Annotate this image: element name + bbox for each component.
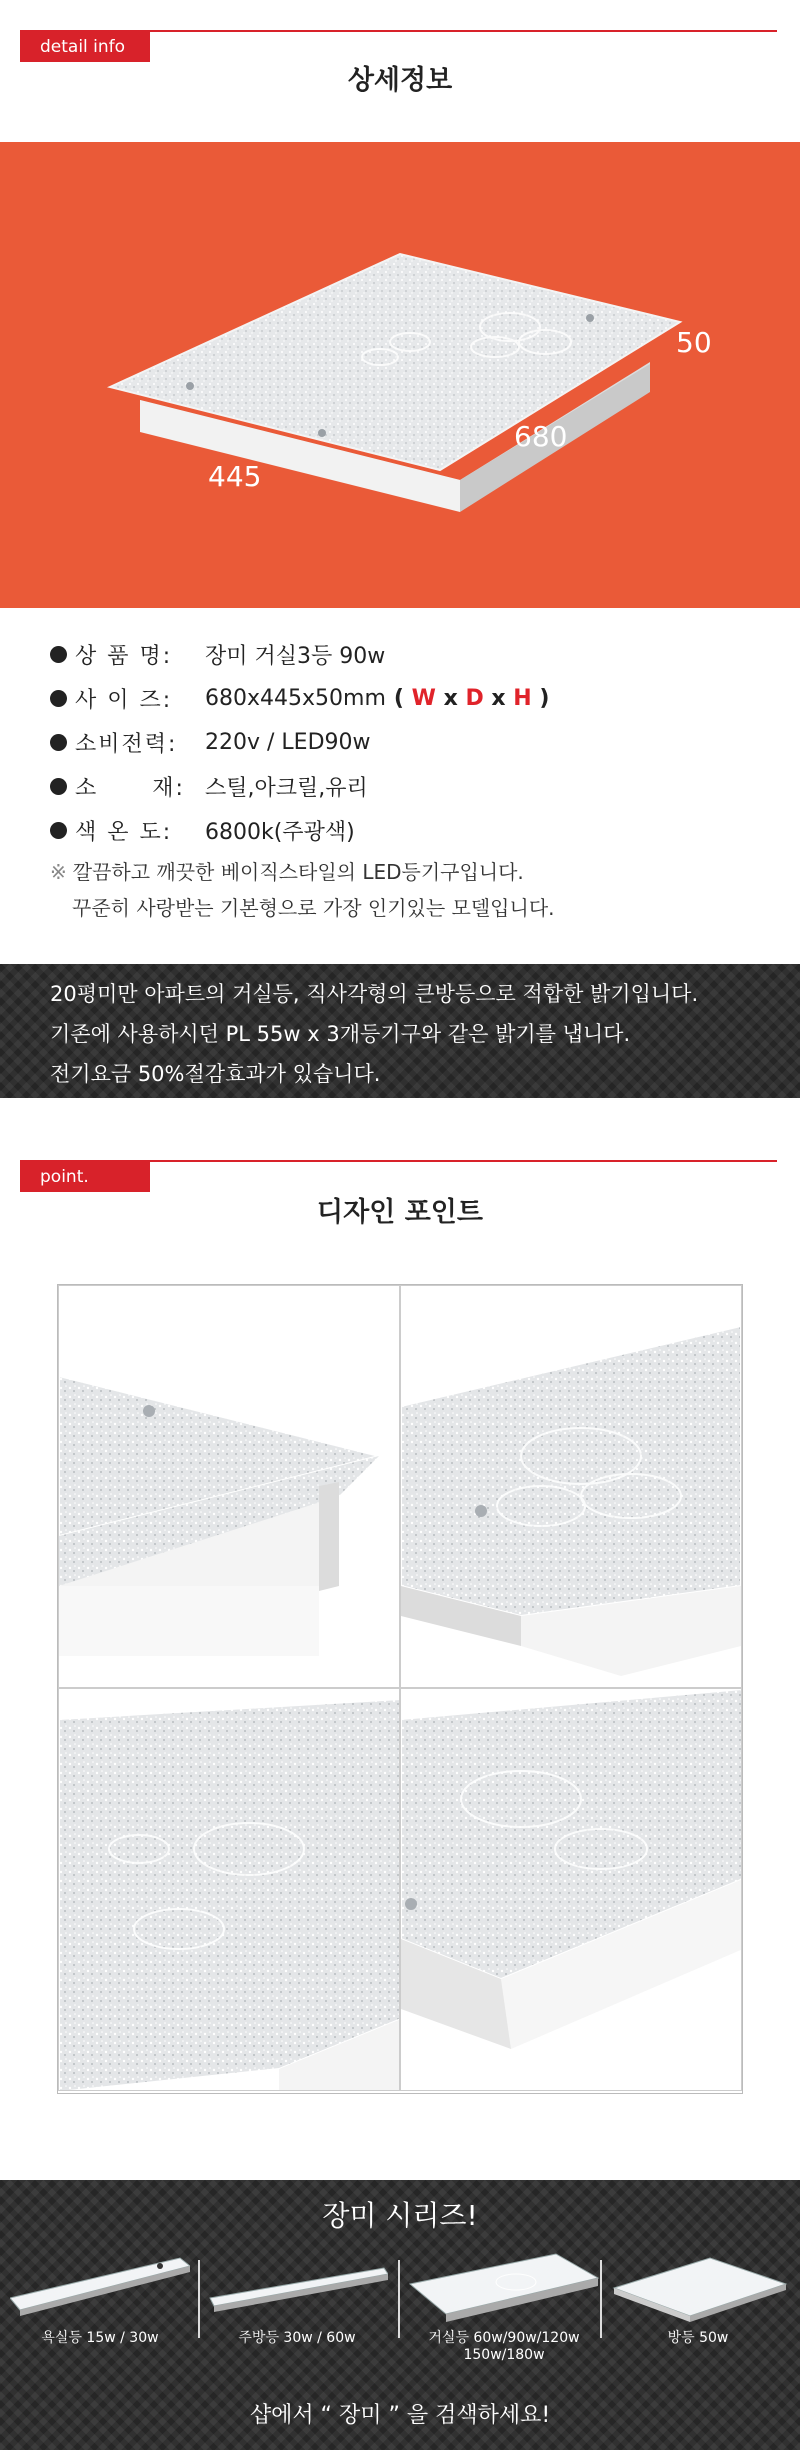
bullet-icon	[50, 646, 67, 663]
hero-product-image	[0, 142, 800, 608]
detail-photo-corner-left	[58, 1285, 400, 1688]
series-divider	[198, 2260, 200, 2338]
living-light-icon	[406, 2248, 602, 2328]
series-divider	[398, 2260, 400, 2338]
detail-photo-edge-left	[58, 1688, 400, 2091]
wdh-d: D	[465, 685, 484, 711]
feature-line-3: 전기요금 50%절감효과가 있습니다.	[50, 1062, 381, 1086]
room-light-icon	[606, 2248, 790, 2328]
feature-line-1: 20평미만 아파트의 거실등, 직사각형의 큰방등으로 적합한 밝기입니다.	[50, 982, 699, 1006]
note-mark: ※	[50, 860, 67, 884]
spec-label: 상 품 명:	[75, 643, 173, 669]
spec-note	[50, 854, 770, 926]
bullet-icon	[50, 690, 67, 707]
kitchen-light-icon	[206, 2248, 388, 2328]
detail-photo-corner-right	[400, 1285, 742, 1688]
design-point-grid	[57, 1284, 743, 2094]
point-section-title: 디자인 포인트	[317, 1197, 483, 1228]
series-label-living	[406, 2330, 602, 2364]
spec-row-name	[50, 632, 770, 676]
spec-row-material	[50, 764, 770, 808]
series-product-bathroom	[10, 2248, 190, 2368]
spec-label: 소 재:	[75, 775, 185, 801]
dimension-height-label: 50	[676, 326, 712, 359]
spec-value: 스틸,아크릴,유리	[205, 775, 368, 801]
spec-value: 220v / LED90w	[205, 729, 371, 755]
bullet-icon	[50, 734, 67, 751]
wdh-close: )	[539, 685, 550, 711]
series-product-kitchen	[206, 2248, 388, 2368]
dimension-width-label: 680	[514, 420, 568, 453]
wdh-open: (	[393, 685, 404, 711]
wdh-x: x	[443, 685, 458, 711]
bullet-icon	[50, 822, 67, 839]
series-label-room: 방등 50w	[667, 2330, 729, 2346]
spec-label: 색 온 도:	[75, 819, 173, 845]
series-label-kitchen: 주방등 30w / 60w	[238, 2330, 356, 2346]
wdh-w: W	[411, 685, 436, 711]
detail-info-tab: detail info	[20, 32, 150, 62]
spec-value: 6800k(주광색)	[205, 819, 355, 845]
feature-line-2: 기존에 사용하시던 PL 55w x 3개등기구와 같은 밝기를 냅니다.	[50, 1022, 631, 1046]
spec-row-size	[50, 676, 770, 720]
note-line-2: 꾸준히 사랑받는 기본형으로 가장 인기있는 모델입니다.	[72, 896, 555, 920]
detail-photo-edge-right	[400, 1688, 742, 2091]
series-title: 장미 시리즈!	[322, 2199, 478, 2232]
product-specs	[50, 632, 770, 926]
spec-value: 장미 거실3등 90w	[205, 643, 386, 669]
spec-row-color-temp	[50, 808, 770, 852]
dimension-depth-label: 445	[208, 460, 262, 493]
spec-label: 소비전력:	[75, 731, 178, 757]
bullet-icon	[50, 778, 67, 795]
hero-light-fixture	[0, 142, 800, 608]
spec-label: 사 이 즈:	[75, 687, 173, 713]
spec-row-power	[50, 720, 770, 764]
series-divider	[600, 2260, 602, 2338]
point-tab: point.	[20, 1162, 150, 1192]
wdh-legend	[394, 686, 550, 711]
series-product-room	[606, 2248, 790, 2368]
wdh-h: H	[513, 685, 532, 711]
series-label-living-line1: 거실등 60w/90w/120w	[428, 2330, 580, 2346]
series-label-living-line2: 150w/180w	[463, 2347, 545, 2363]
note-line-1: 깔끔하고 깨끗한 베이직스타일의 LED등기구입니다.	[72, 860, 524, 884]
feature-band	[0, 964, 800, 1098]
series-banner	[0, 2180, 800, 2450]
series-product-living	[406, 2248, 602, 2368]
detail-section-title: 상세정보	[347, 65, 453, 96]
series-label-bathroom: 욕실등 15w / 30w	[41, 2330, 159, 2346]
spec-value: 680x445x50mm	[205, 685, 386, 711]
bathroom-light-icon	[10, 2248, 190, 2328]
wdh-x: x	[491, 685, 506, 711]
series-search-hint: 샵에서 “ 장미 ” 을 검색하세요!	[249, 2403, 551, 2428]
